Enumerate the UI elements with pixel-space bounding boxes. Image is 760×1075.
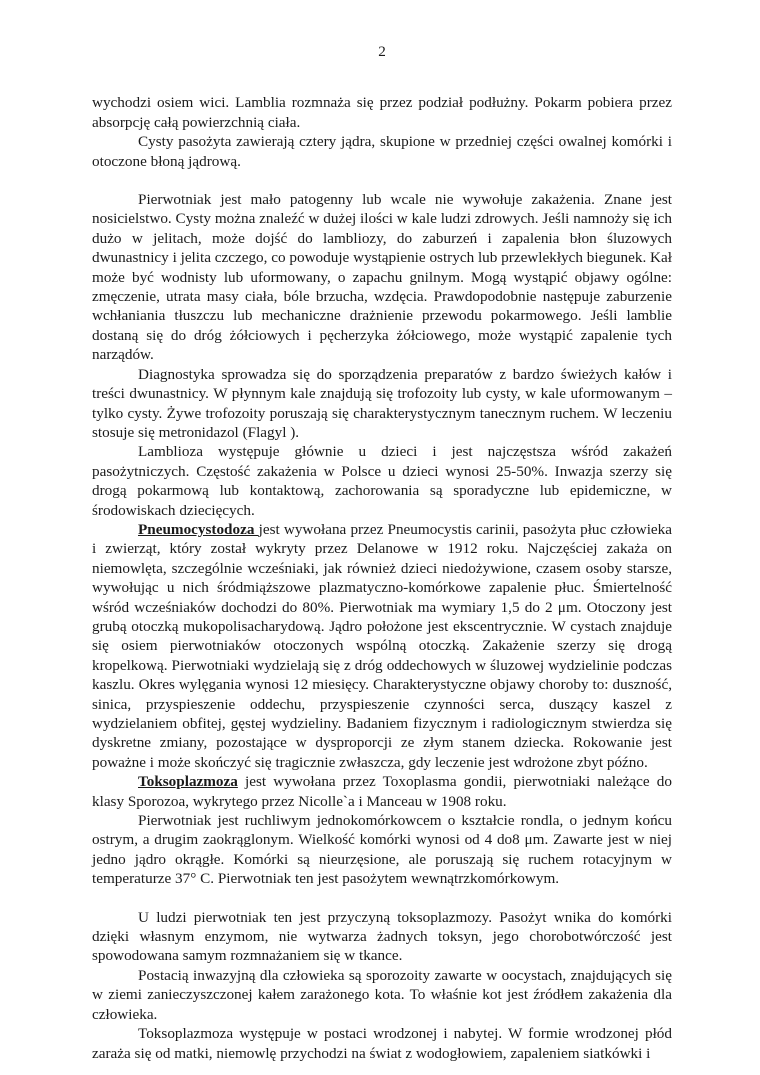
paragraph-lambliosis-epidemiology (92, 442, 672, 520)
paragraph-toxoplasma-morphology (92, 811, 672, 889)
paragraph-diagnostics (92, 365, 672, 443)
paragraph-text: Lamblioza występuje głównie u dzieci i jest najczęstsza wśród zakażeń pasożytniczych. Częstość zakażenia w Polsce u dzieci wynosi 25-50%. Inwazja szerzy się drogą pokarmową lub kontaktową, zachorowania są sporadyczne lub epidemiczne, w środowiskach dziecięcych. (92, 443, 672, 519)
paragraph-text: Diagnostyka sprowadza się do sporządzenia preparatów z bardzo świeżych kałów i treści dwunastnicy. W płynnym kale znajdują się trofozoity lub cysty, w kale uformowanym – tylko cysty. Żywe trofozoity poruszają się charakterystycznym tanecznym ruchem. W leczeniu stosuje się metronidazol (Flagyl ). (92, 365, 672, 441)
paragraph-toxoplasma-humans (92, 908, 672, 966)
paragraph-text: Toksoplazmoza występuje w postaci wrodzonej i nabytej. W formie wrodzonej płód zaraża się od matki, niemowlę przychodzi na świat z wodogłowiem, zapaleniem siatkówki i (92, 1025, 672, 1062)
paragraph-text: Cysty pasożyta zawierają cztery jądra, skupione w przedniej części owalnej komórki i otoczone błoną jądrową. (92, 133, 672, 170)
paragraph-pneumocystosis (92, 520, 672, 772)
paragraph-text: Postacią inwazyjną dla człowieka są sporozoity zawarte w oocystach, znajdujących się w ziemi zanieczyszczonej kałem zarażonego kota. To właśnie kot jest źródłem zakażenia dla człowieka. (92, 966, 672, 1023)
term-pneumocystodoza: Pneumocystodoza (138, 520, 259, 538)
paragraph-text: Pierwotniak jest mało patogenny lub wcale nie wywołuje zakażenia. Znane jest nosicielstwo. Cysty można znaleźć w dużej ilości w kale ludzi zdrowych. Jeśli namnoży się ich dużo w jelitach, może dojść do lambliozy, do zaburzeń i zapalenia błon śluzowych dwunastnicy i jelita czczego, co powoduje wystąpienie ostrych lub przewlekłych biegunek. Kał może być wodnisty lub uformowany, o zapachu gnilnym. Mogą wystąpić objawy ogólne: zmęczenie, utrata masy ciała, bóle brzucha, wzdęcia. Prawdopodobnie następuje zaburzenie wchłaniania tłuszczu lub mechaniczne drażnienie przewodu pokarmowego. Jeśli lamblie dostaną się do dróg żółciowych i pęcherzyka żółciowego, może wystąpić zapalenie tych narządów. (92, 191, 672, 364)
paragraph-text: U ludzi pierwotniak ten jest przyczyną toksoplazmozy. Pasożyt wnika do komórki dzięki własnym enzymom, nie wytwarza żadnych toksyn, jego chorobotwórczość jest spowodowana samym rozmnażaniem się w tkance. (92, 908, 672, 965)
term-toksoplazmoza: Toksoplazmoza (138, 773, 238, 791)
paragraph-lamblia-morphology (92, 93, 672, 132)
paragraph-text: jest wywołana przez Toxoplasma gondii, pierwotniaki należące do klasy Sporozoa, wykrytego przez Nicolle`a i Manceau w 1908 roku. (92, 773, 672, 810)
paragraph-toxoplasmosis-intro (92, 772, 672, 811)
paragraph-invasive-form (92, 966, 672, 1024)
paragraph-pathogenicity (92, 190, 672, 365)
paragraph-text: Pierwotniak jest ruchliwym jednokomórkowcem o kształcie rondla, o jednym końcu ostrym, a drugim zaokrąglonym. Wielkość komórki wynosi od 4 do8 μm. Zawarte jest w niej jedno jądro okrągłe. Komórki są nieurzęsione, ale poruszają się ruchem rotacyjnym w temperaturze 37° C. Pierwotniak ten jest pasożytem wewnątrzkomórkowym. (92, 812, 672, 888)
paragraph-congenital-form (92, 1024, 672, 1063)
document-page (92, 42, 672, 1063)
page-number: 2 (378, 43, 386, 60)
paragraph-text: wychodzi osiem wici. Lamblia rozmnaża się przez podział podłużny. Pokarm pobiera przez absorpcję całą powierzchnią ciała. (92, 94, 672, 131)
paragraph-cysts (92, 132, 672, 171)
paragraph-text: jest wywołana przez Pneumocystis carinii, pasożyta płuc człowieka i zwierząt, który został wykryty przez Delanowe w 1912 roku. Najczęściej zakaża on niemowlęta, szczególnie wcześniaki, jak również dzieci niedożywione, czasem osoby starsze, wywołując u nich śródmiąższowe plazmatyczno-komórkowe zapalenie płuc. Śmiertelność wśród wcześniaków dochodzi do 80%. Pierwotniak ma wymiary 1,5 do 2 μm. Otoczony jest grubą otoczką mukopolisacharydową. Jądro położone jest ekscentrycznie. W cystach znajduje się osiem pierwotniaków otoczonych wspólną otoczką. Zakażenie szerzy się drogą kropelkową. Pierwotniaki wydzielają się z dróg oddechowych w śluzowej wydzielinie podczas kaszlu. Okres wylęgania wynosi 12 miesięcy. Charakterystyczne objawy choroby to: duszność, sinica, przyspieszenie oddechu, przyspieszenie czynności serca, duszący kaszel z wydzielaniem obfitej, gęstej wydzieliny. Badaniem fizycznym i radiologicznym stwierdza się dyskretne zmiany, pozostające w dysproporcji ze złym stanem dziecka. Rokowanie jest poważne i może skończyć się tragicznie zwłaszcza, gdy leczenie jest wdrożone zbyt późno. (92, 520, 672, 771)
